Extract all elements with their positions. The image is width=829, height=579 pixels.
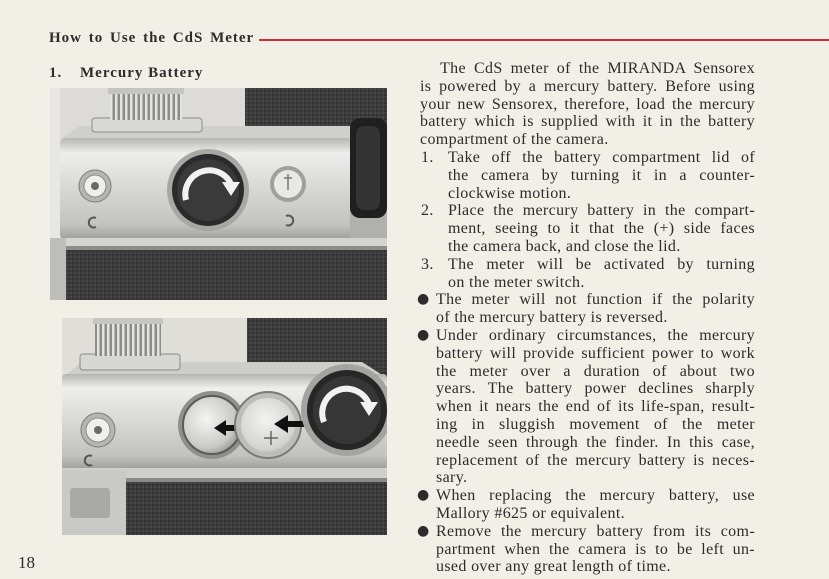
text-line: The meter will be activated by turning — [448, 255, 755, 273]
bullet-item — [417, 326, 755, 487]
shutter-dial — [93, 318, 163, 356]
camera-battery-open-photo — [62, 318, 387, 535]
camera-battery-lid-photo — [50, 88, 387, 300]
intro-paragraph — [420, 60, 755, 149]
page-title: How to Use the CdS Meter — [49, 30, 255, 46]
battery-lid — [167, 149, 249, 231]
bullet-item — [417, 522, 755, 576]
text-line: the meter over a duration of about two — [436, 362, 755, 380]
bullet-marker: ● — [417, 326, 430, 343]
step-item — [420, 202, 755, 255]
text-line: on the meter switch. — [448, 273, 585, 291]
section-title: Mercury Battery — [80, 65, 204, 81]
bullet-marker: ● — [417, 487, 430, 504]
shutter-dial — [108, 88, 184, 120]
page-number: 18 — [18, 553, 35, 572]
heading-rule — [259, 39, 829, 41]
text-line: needle seen through the finder. In this case, — [436, 433, 755, 451]
section-heading — [49, 64, 203, 82]
step-number: 2. — [421, 202, 434, 220]
text-line: Remove the mercury battery from its com- — [436, 522, 755, 540]
step-item — [420, 149, 755, 202]
text-line: years. The battery power declines sharply — [436, 380, 755, 398]
bullet-marker: ● — [417, 522, 430, 539]
body-leatherette — [66, 250, 387, 300]
text-line: of the mercury battery is reversed. — [436, 309, 668, 327]
meter-button — [81, 413, 115, 447]
text-line: battery will provide sufficient power to work — [436, 344, 755, 362]
text-line: battery which is supplied with it in the battery — [420, 113, 755, 131]
text-line: your new Sensorex, therefore, load the mercury — [420, 95, 755, 113]
bullet-item — [417, 291, 755, 327]
text-line: partment when the camera is to be left un- — [436, 540, 755, 558]
meter-button — [79, 170, 111, 202]
text-line: when it nears the end of its life-span, result- — [436, 398, 755, 416]
text-line: the camera by turning it in a counter- — [448, 166, 755, 184]
text-line: The CdS meter of the MIRANDA Sensorex — [440, 60, 755, 77]
text-line: The meter will not function if the polarity — [436, 291, 755, 309]
text-line: Under ordinary circumstances, the mercury — [436, 326, 755, 344]
section-number: 1. — [49, 65, 63, 81]
step-number: 1. — [421, 148, 434, 166]
body-leatherette — [126, 482, 387, 535]
text-line: the camera back, and close the lid. — [448, 237, 681, 255]
small-knob — [270, 166, 306, 202]
text-line: is powered by a mercury battery. Before using — [420, 77, 755, 95]
body-text-column — [417, 60, 755, 576]
text-line: replacement of the mercury battery is neces- — [436, 451, 755, 469]
bullet-item — [417, 487, 755, 523]
text-line: ing in sluggish movement of the meter — [436, 415, 755, 433]
text-line: ment, seeing to it that the (+) side faces — [448, 220, 755, 238]
text-line: Place the mercury battery in the compart- — [448, 202, 755, 220]
text-line: used over any great length of time. — [436, 558, 671, 576]
eyepiece — [350, 118, 387, 218]
text-line: sary. — [436, 469, 468, 487]
text-line: Take off the battery compartment lid of — [448, 148, 755, 166]
text-line: clockwise motion. — [448, 184, 572, 202]
text-line: When replacing the mercury battery, use — [436, 487, 755, 505]
step-number: 3. — [421, 255, 434, 273]
step-item — [420, 256, 755, 292]
text-line: Mallory #625 or equivalent. — [436, 504, 625, 522]
bullet-marker: ● — [417, 291, 430, 308]
text-line: compartment of the camera. — [420, 131, 609, 149]
